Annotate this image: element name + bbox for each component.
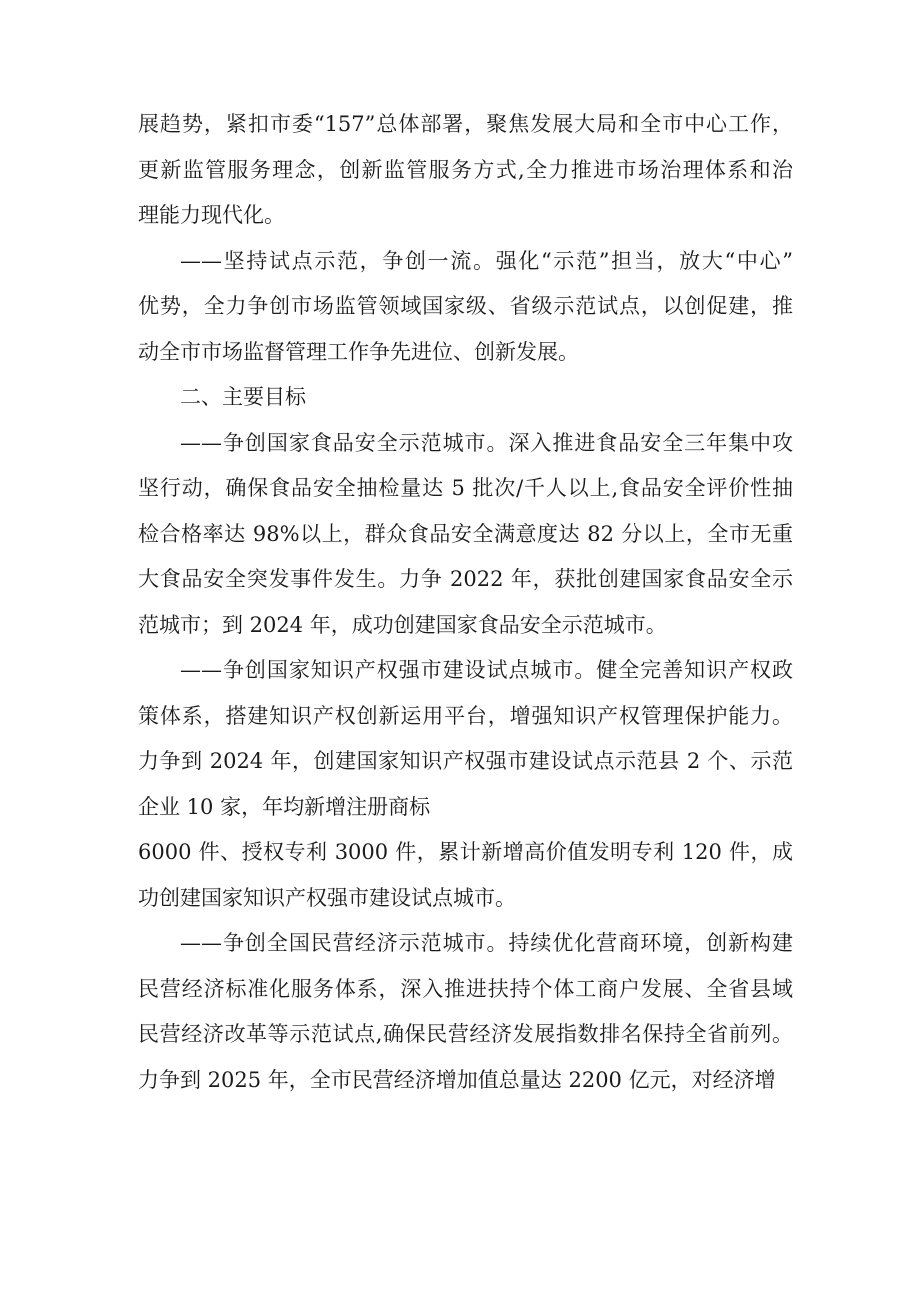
text-line: 优势，全力争创市场监管领域国家级、省级示范试点，以创促建，推 [138, 294, 793, 318]
paragraph [138, 830, 793, 921]
text-line: 力争到 2025 年，全市民营经济增加值总量达 2200 亿元，对经济增 [138, 1067, 776, 1092]
text-line: ——争创国家知识产权强市建设试点城市。健全完善知识产权政 [180, 658, 793, 682]
text-line: ——争创国家食品安全示范城市。深入推进食品安全三年集中攻 [180, 430, 793, 455]
document-body [138, 102, 793, 1103]
text-line: ——坚持试点示范，争创一流。强化“示范”担当，放大“中心” [180, 248, 793, 273]
paragraph [138, 421, 793, 649]
text-line: 范城市；到 2024 年，成功创建国家食品安全示范城市。 [138, 612, 667, 637]
text-line: 展趋势，紧扣市委“157”总体部署，聚焦发展大局和全市中心工作， [138, 112, 793, 136]
paragraph [138, 375, 793, 421]
paragraph [138, 648, 793, 830]
text-line: ——争创全国民营经济示范城市。持续优化营商环境，创新构建 [180, 931, 793, 955]
text-line: 检合格率达 98%以上，群众食品安全满意度达 82 分以上，全市无重 [138, 521, 793, 546]
text-line: 更新监管服务理念，创新监管服务方式,全力推进市场治理体系和治 [138, 157, 793, 182]
text-line: 企业 10 家，年均新增注册商标 [138, 794, 431, 819]
text-line: 力争到 2024 年，创建国家知识产权强市建设试点示范县 2 个、示范 [138, 749, 793, 773]
paragraph [138, 921, 793, 1103]
paragraph-container [138, 102, 793, 1103]
text-line: 大食品安全突发事件发生。力争 2022 年，获批创建国家食品安全示 [138, 567, 793, 591]
text-line: 坚行动，确保食品安全抽检量达 5 批次/千人以上,食品安全评价性抽 [138, 476, 793, 500]
text-line: 动全市市场监督管理工作争先进位、创新发展。 [138, 339, 579, 364]
paragraph [138, 102, 793, 239]
text-line: 策体系，搭建知识产权创新运用平台，增强知识产权管理保护能力。 [138, 703, 793, 728]
text-line: 6000 件、授权专利 3000 件，累计新增高价值发明专利 120 件，成 [138, 840, 793, 864]
paragraph [138, 239, 793, 376]
text-line: 理能力现代化。 [138, 203, 285, 227]
text-line: 民营经济标准化服务体系，深入推进扶持个体工商户发展、全省县域 [138, 976, 793, 1001]
text-line: 功创建国家知识产权强市建设试点城市。 [138, 885, 516, 910]
text-line: 民营经济改革等示范试点,确保民营经济发展指数排名保持全省前列。 [138, 1022, 793, 1046]
text-line: 二、主要目标 [180, 385, 306, 409]
